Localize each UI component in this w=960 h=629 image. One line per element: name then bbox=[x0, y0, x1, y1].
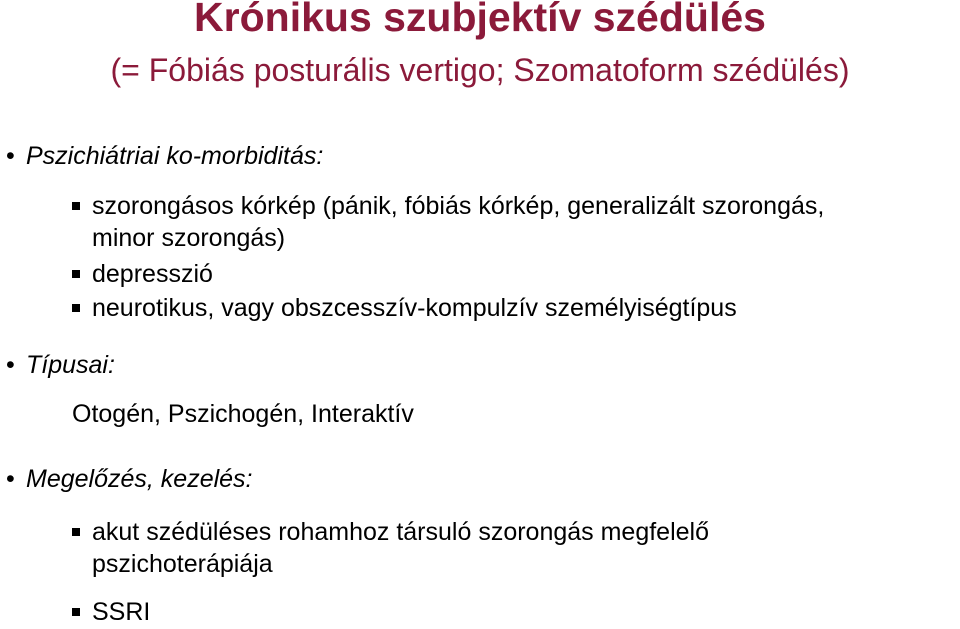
prevention-heading bbox=[6, 465, 253, 494]
square-bullet-icon bbox=[72, 608, 80, 616]
list-item-text: neurotikus, vagy obszcesszív-kompulzív személyiségtípus bbox=[92, 294, 737, 322]
types-heading-text: Típusai: bbox=[26, 351, 115, 379]
square-bullet-icon bbox=[72, 528, 80, 536]
square-bullet-icon bbox=[72, 304, 80, 312]
square-bullet-icon bbox=[72, 202, 80, 210]
slide-subtitle: (= Fóbiás posturális vertigo; Szomatoform szédülés) bbox=[110, 52, 850, 88]
slide-title: Krónikus szubjektív szédülés bbox=[194, 0, 766, 40]
list-item-text: szorongásos kórkép (pánik, fóbiás kórkép, generalizált szorongás, bbox=[92, 192, 825, 220]
bullet-icon: • bbox=[6, 142, 15, 170]
comorbidity-heading-text: Pszichiátriai ko-morbiditás: bbox=[26, 142, 324, 170]
list-item bbox=[72, 292, 737, 324]
bullet-icon: • bbox=[6, 465, 15, 493]
square-bullet-icon bbox=[72, 270, 80, 278]
list-item bbox=[72, 258, 213, 290]
types-text: Otogén, Pszichogén, Interaktív bbox=[72, 400, 414, 428]
prevention-heading-text: Megelőzés, kezelés: bbox=[26, 465, 253, 493]
list-item bbox=[72, 516, 709, 580]
comorbidity-heading bbox=[6, 142, 323, 171]
list-item-text-continued: pszichoterápiája bbox=[92, 550, 273, 578]
list-item bbox=[72, 190, 824, 254]
list-item-text: SSRI bbox=[92, 598, 151, 626]
types-heading bbox=[6, 351, 115, 380]
list-item bbox=[72, 596, 150, 628]
list-item-text-continued: minor szorongás) bbox=[92, 224, 286, 252]
bullet-icon: • bbox=[6, 351, 15, 379]
list-item-text: depresszió bbox=[92, 260, 213, 288]
list-item-text: akut szédüléses rohamhoz társuló szorongás megfelelő bbox=[92, 518, 710, 546]
